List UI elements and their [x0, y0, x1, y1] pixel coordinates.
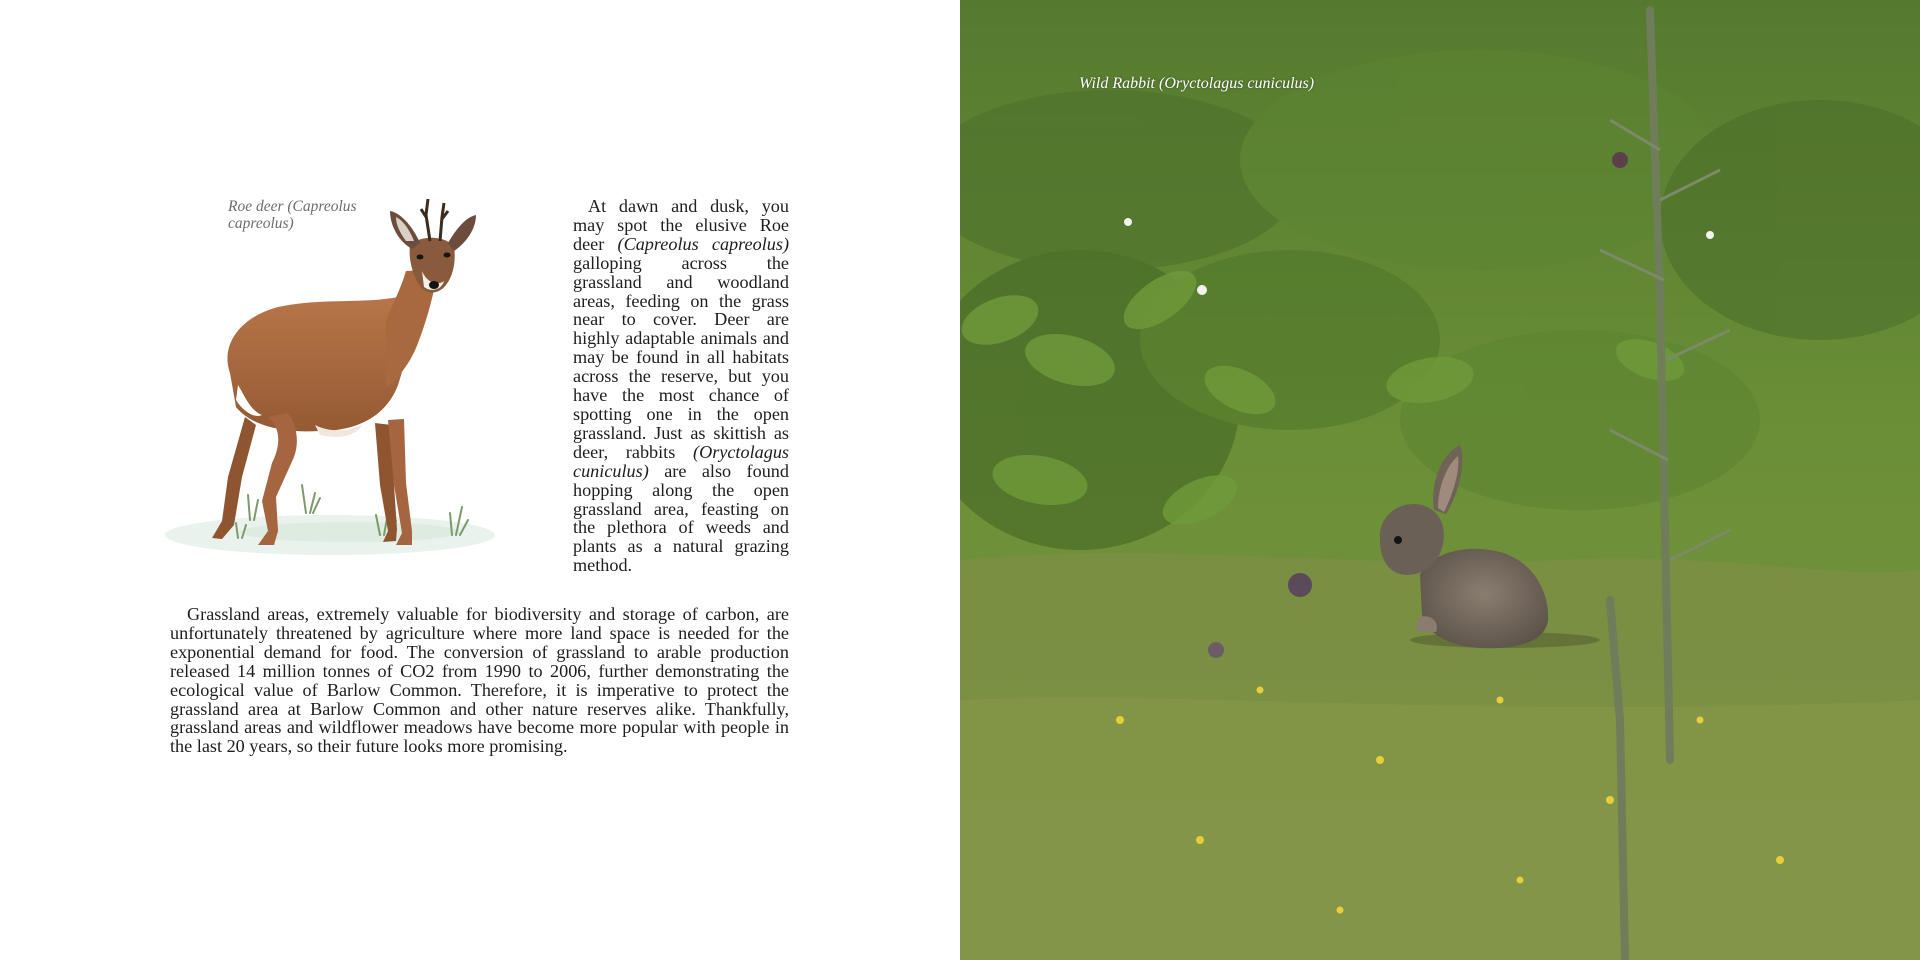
side-text-part1: At dawn and dusk, you may spot the elusive Roe deer — [573, 196, 789, 254]
roe-deer-illustration — [150, 195, 530, 565]
side-text-part3: are also found hopping along the open grassland area, feasting on the plethora of weeds and plants as a natural grazing method. — [573, 460, 789, 576]
wild-rabbit-photo — [960, 0, 1920, 960]
grassland-paragraph: Grassland areas, extremely valuable for biodiversity and storage of carbon, are unfortunately threatened by agriculture where more land space is needed for the exponential demand for food. The conversion of grassland to arable production released 14 million tonnes of CO2 from 1990 to 2006, further demonstrating the ecological value of Barlow Common. Therefore, it is imperative to protect the grassland area at Barlow Common and other nature reserves alike. Thankfully, grassland areas and wildflower meadows have become more popular with people in the last 20 years, so their future looks more promising. — [170, 604, 789, 757]
side-text-italic2: (Oryctolagus cuniculus) — [573, 441, 789, 481]
rabbit-caption: Wild Rabbit (Oryctolagus cuniculus) — [1079, 75, 1315, 92]
right-page — [960, 0, 1920, 960]
deer-caption: Roe deer (Capreolus capreolus) — [228, 198, 357, 232]
side-text-part2: galloping across the grassland and woodland areas, feeding on the grass near to cover. Deer are highly adaptable animals and may be found in all habitats across the reserve, but you have the most chance of spotting one in the open grassland. Just as skittish as deer, rabbits — [573, 252, 789, 462]
side-text-italic1: (Capreolus capreolus) — [617, 233, 790, 254]
deer-rabbit-text — [573, 197, 789, 575]
